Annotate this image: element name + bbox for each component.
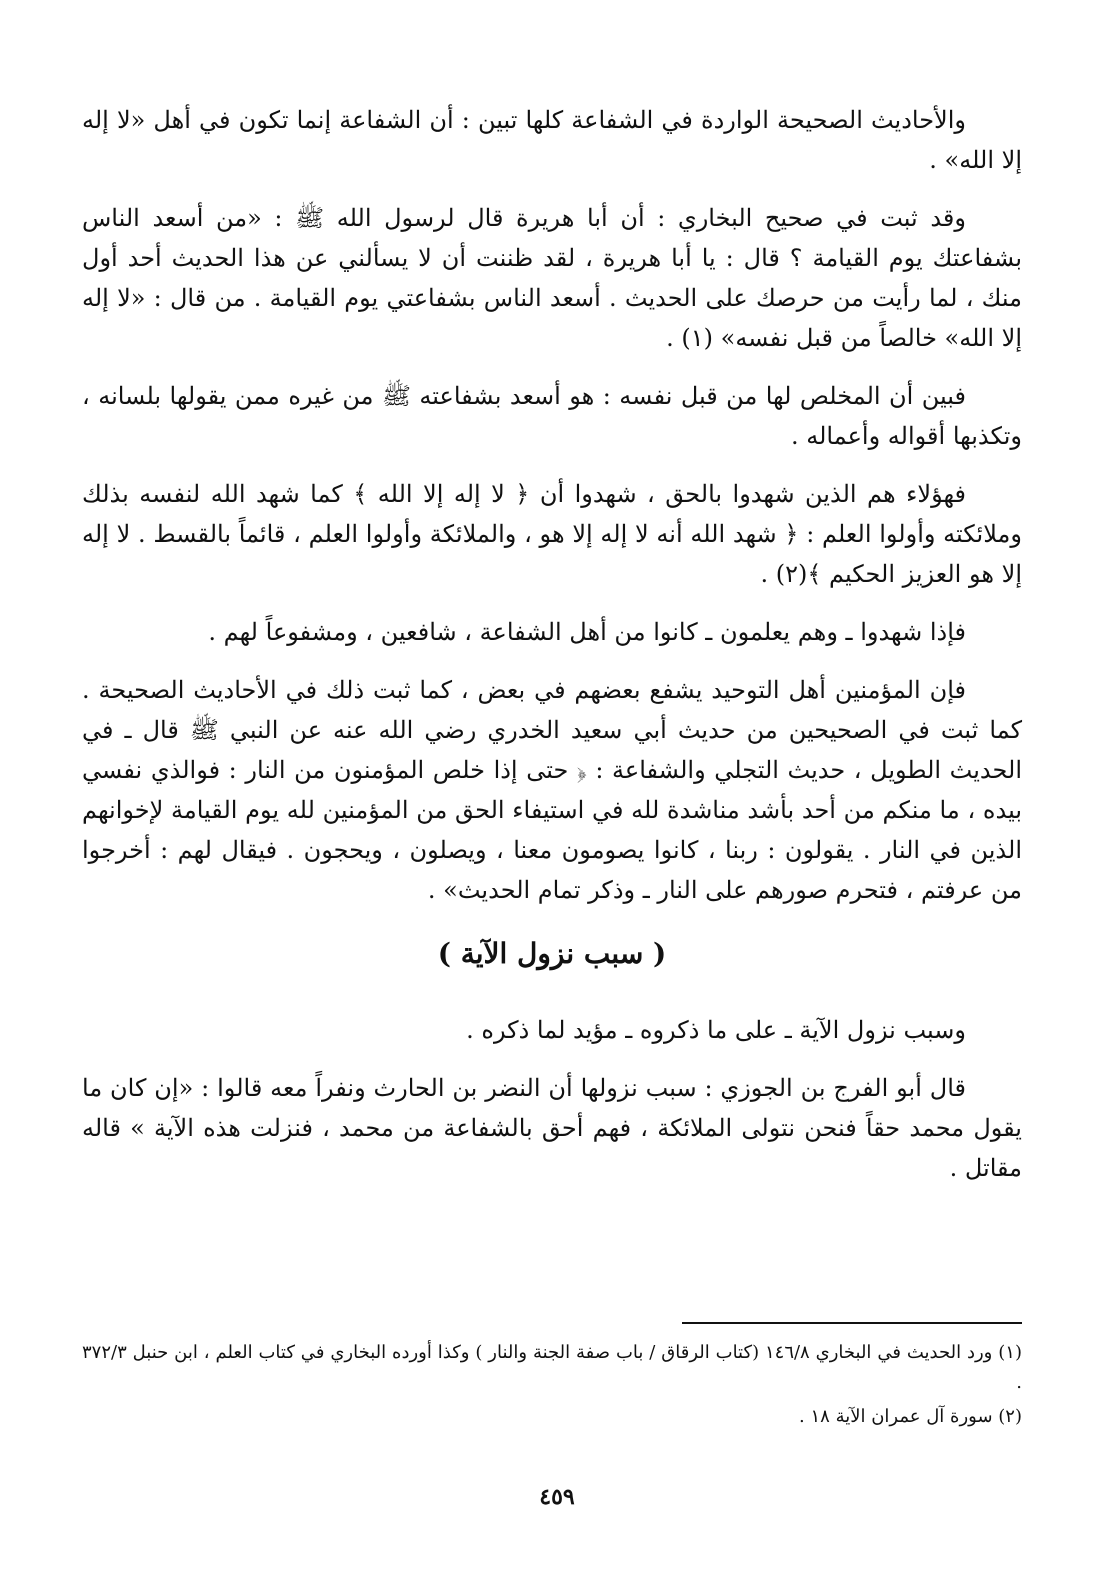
footnotes — [82, 1322, 1022, 1436]
section-heading: ( سبب نزول الآية ) — [437, 937, 667, 970]
section-paragraph-1: وسبب نزول الآية ـ على ما ذكروه ـ مؤيد لما ذكره . — [466, 1016, 966, 1044]
body-paragraph-6: فإن المؤمنين أهل التوحيد يشفع بعضهم في بعض ، كما ثبت ذلك في الأحاديث الصحيحة . كما ثبت في الصحيحين من حديث أبي سعيد الخدري رضي الله عنه عن النبي ﷺ قال ـ في الحديث الطويل ، حديث التجلي والشفاعة : ﴿ حتى إذا خلص المؤمنون من النار : فوالذي نفسي بيده ، ما منكم من أحد بأشد مناشدة لله في استيفاء الحق من المؤمنين لله يوم القيامة لإخوانهم الذين في النار . يقولون : ربنا ، كانوا يصومون معنا ، ويصلون ، ويحجون . فيقال لهم : أخرجوا من عرفتم ، فتحرم صورهم على النار ـ وذكر تمام الحديث» . — [82, 676, 1022, 904]
page-body — [82, 100, 1022, 1206]
footnote-2: (٢) سورة آل عمران الآية ١٨ . — [799, 1406, 1022, 1427]
body-paragraph-4: فهؤلاء هم الذين شهدوا بالحق ، شهدوا أن ﴿ لا إله إلا الله ﴾ كما شهد الله لنفسه بذلك وملائكته وأولوا العلم : ﴿ شهد الله أنه لا إله إلا هو ، والملائكة وأولوا العلم ، قائماً بالقسط . لا إله إلا هو العزيز الحكيم ﴾(٢) . — [82, 480, 1022, 588]
body-paragraph-3: فبين أن المخلص لها من قبل نفسه : هو أسعد بشفاعته ﷺ من غيره ممن يقولها بلسانه ، وتكذبها أقواله وأعماله . — [82, 382, 1022, 450]
footnote-1: (١) ورد الحديث في البخاري ١٤٦/٨ (كتاب الرقاق / باب صفة الجنة والنار ) وكذا أورده البخاري في كتاب العلم ، ابن حنبل ٣٧٢/٣ . — [82, 1342, 1022, 1393]
footnote-divider — [682, 1322, 1022, 1324]
body-paragraph-1: والأحاديث الصحيحة الواردة في الشفاعة كلها تبين : أن الشفاعة إنما تكون في أهل «لا إله إلا الله» . — [82, 106, 1022, 174]
body-paragraph-2: وقد ثبت في صحيح البخاري : أن أبا هريرة قال لرسول الله ﷺ : «من أسعد الناس بشفاعتك يوم القيامة ؟ قال : يا أبا هريرة ، لقد ظننت أن لا يسألني عن هذا الحديث أحد أول منك ، لما رأيت من حرصك على الحديث . أسعد الناس بشفاعتي يوم القيامة . من قال : «لا إله إلا الله» خالصاً من قبل نفسه» (١) . — [82, 204, 1022, 352]
page-number: ٤٥٩ — [539, 1484, 575, 1510]
section-paragraph-2: قال أبو الفرج بن الجوزي : سبب نزولها أن النضر بن الحارث ونفراً معه قالوا : «إن كان ما يقول محمد حقاً فنحن نتولى الملائكة ، فهم أحق بالشفاعة من محمد ، فنزلت هذه الآية » قاله مقاتل . — [82, 1074, 1022, 1182]
body-paragraph-5: فإذا شهدوا ـ وهم يعلمون ـ كانوا من أهل الشفاعة ، شافعين ، ومشفوعاً لهم . — [208, 618, 966, 646]
